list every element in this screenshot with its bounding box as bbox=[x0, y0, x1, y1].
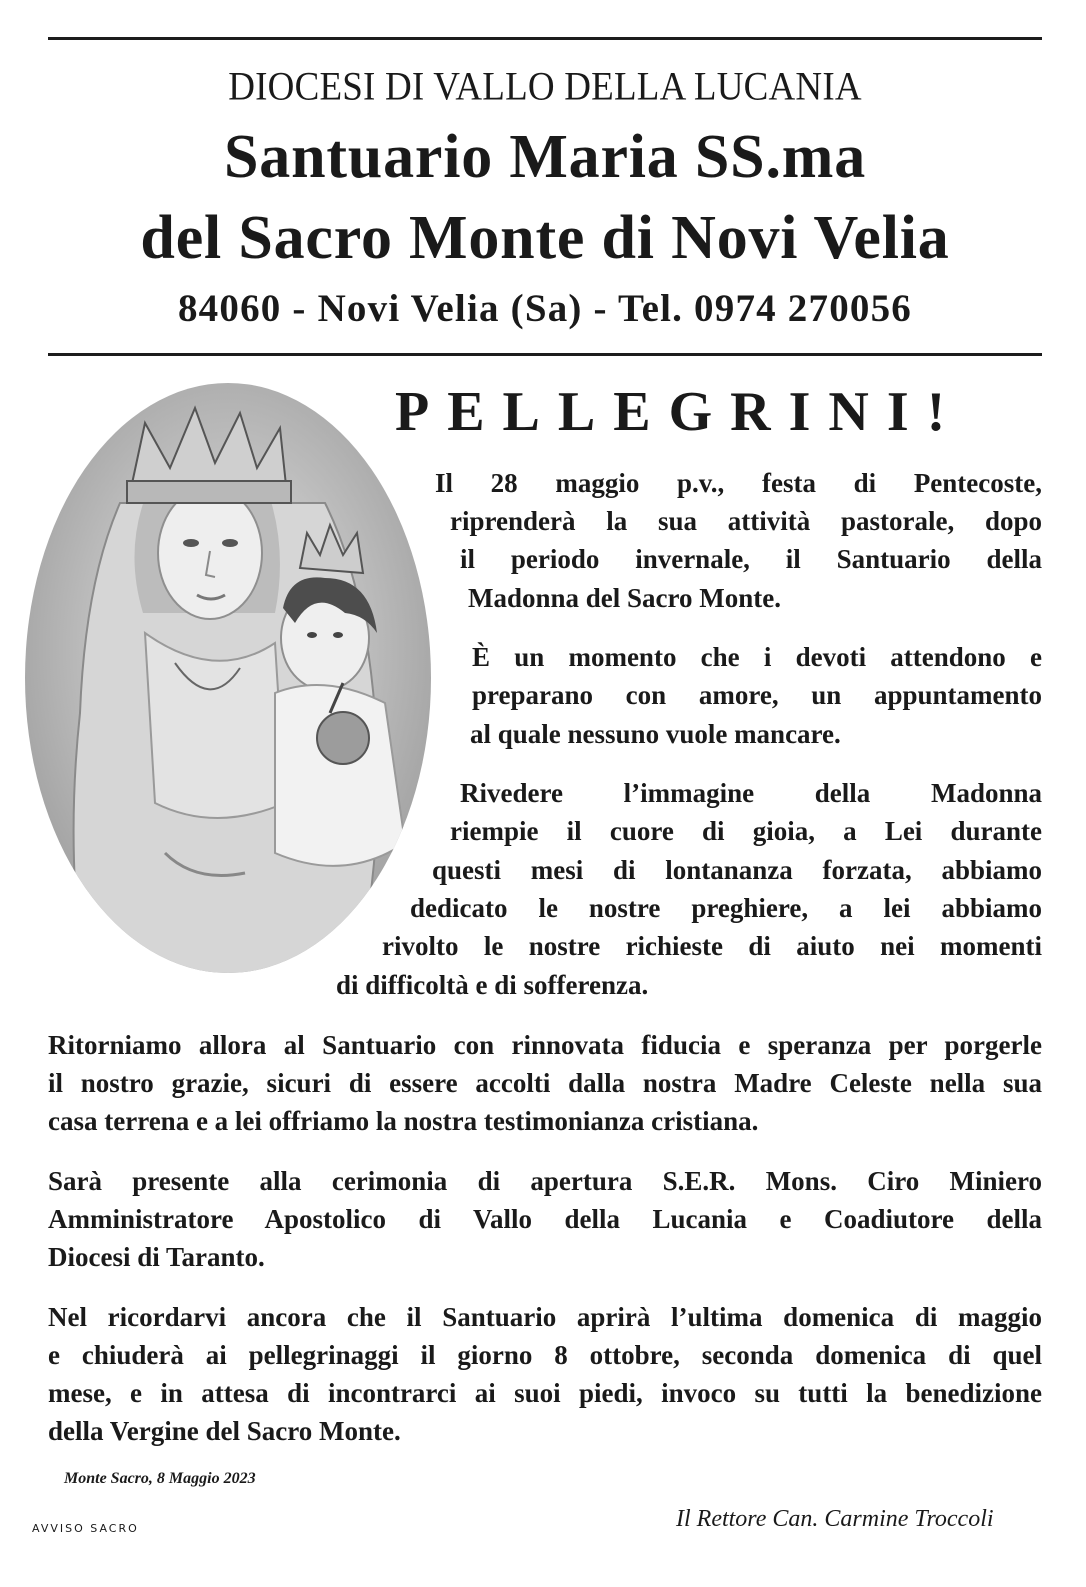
paragraph5-line2: Amministratore Apostolico di Vallo della Lucania e Coadiutore della bbox=[48, 1204, 1042, 1234]
sanctuary-title-line1: Santuario Maria SS.ma bbox=[223, 123, 866, 191]
paragraph5-line3: Diocesi di Taranto. bbox=[48, 1242, 265, 1272]
paragraph6-line1: Nel ricordarvi ancora che il Santuario aprirà l’ultima domenica di maggio bbox=[48, 1302, 1042, 1332]
paragraph1-line1: Il 28 maggio p.v., festa di Pentecoste, bbox=[435, 468, 1042, 498]
paragraph3-line4: dedicato le nostre preghiere, a lei abbiamo bbox=[410, 893, 1042, 923]
paragraph1-line4: Madonna del Sacro Monte. bbox=[468, 583, 782, 613]
date-line: Monte Sacro, 8 Maggio 2023 bbox=[64, 1470, 256, 1487]
paragraph3-line6: di difficoltà e di sofferenza. bbox=[336, 970, 649, 1000]
paragraph2-line3: al quale nessuno vuole mancare. bbox=[470, 719, 841, 749]
signature: Il Rettore Can. Carmine Troccoli bbox=[676, 1506, 994, 1532]
paragraph1-line2: riprenderà la sua attività pastorale, dopo bbox=[450, 506, 1042, 536]
paragraph6-line2: e chiuderà ai pellegrinaggi il giorno 8 ottobre, seconda domenica di quel bbox=[48, 1340, 1042, 1370]
headline: PELLEGRINI! bbox=[395, 381, 964, 443]
paragraph4-line3: casa terrena e a lei offriamo la nostra testimonianza cristiana. bbox=[48, 1106, 759, 1136]
paragraph2-line1: È un momento che i devoti attendono e bbox=[472, 642, 1042, 672]
paragraph3-line5: rivolto le nostre richieste di aiuto nei momenti bbox=[382, 931, 1042, 961]
paragraph1-line3: il periodo invernale, il Santuario della bbox=[460, 544, 1042, 574]
sanctuary-title-line2: del Sacro Monte di Novi Velia bbox=[140, 204, 950, 272]
madonna-icon bbox=[25, 383, 431, 973]
paragraph2-line2: preparano con amore, un appuntamento bbox=[472, 680, 1042, 710]
paragraph4-line1: Ritorniamo allora al Santuario con rinnovata fiducia e speranza per porgerle bbox=[48, 1030, 1042, 1060]
diocese-heading: DIOCESI DI VALLO DELLA LUCANIA bbox=[228, 65, 862, 110]
paragraph5-line1: Sarà presente alla cerimonia di apertura S.E.R. Mons. Ciro Miniero bbox=[48, 1166, 1042, 1196]
paragraph6-line3: mese, e in attesa di incontrarci ai suoi piedi, invoco su tutti la benedizione bbox=[48, 1378, 1042, 1408]
paragraph3-line2: riempie il cuore di gioia, a Lei durante bbox=[450, 816, 1042, 846]
paragraph4-line2: il nostro grazie, sicuri di essere accolti dalla nostra Madre Celeste nella sua bbox=[48, 1068, 1042, 1098]
top-rule bbox=[48, 37, 1042, 40]
paragraph3-line3: questi mesi di lontananza forzata, abbiamo bbox=[432, 855, 1042, 885]
paragraph3-line1: Rivedere l’immagine della Madonna bbox=[460, 778, 1042, 808]
address-line: 84060 - Novi Velia (Sa) - Tel. 0974 270056 bbox=[177, 287, 913, 330]
avviso-sacro-label: AVVISO SACRO bbox=[32, 1522, 139, 1535]
paragraph6-line4: della Vergine del Sacro Monte. bbox=[48, 1416, 401, 1446]
middle-rule bbox=[48, 353, 1042, 356]
